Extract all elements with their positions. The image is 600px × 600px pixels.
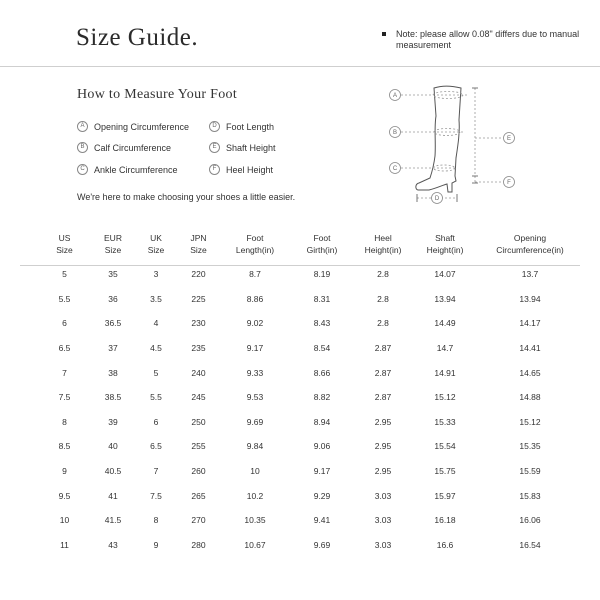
table-cell: 39 xyxy=(108,416,118,427)
column-header: Foot Length(in) xyxy=(235,233,275,255)
table-cell: 16.54 xyxy=(519,539,541,550)
size-table xyxy=(38,226,582,557)
legend-item-opening xyxy=(77,121,189,132)
table-cell: 4.5 xyxy=(150,343,162,354)
table-cell: 3.5 xyxy=(150,293,162,304)
table-cell: 14.17 xyxy=(519,318,541,329)
marker-e-label: E xyxy=(506,136,512,143)
marker-b-label: B xyxy=(392,130,398,137)
table-cell: 15.83 xyxy=(519,490,541,501)
legend-item-calf xyxy=(77,142,171,153)
column-header: UK Size xyxy=(147,233,165,255)
legend-label: Ankle Circumference xyxy=(94,164,178,175)
table-cell: 16.06 xyxy=(519,515,541,526)
table-cell: 6 xyxy=(153,416,159,427)
table-cell: 13.94 xyxy=(434,293,456,304)
table-cell: 7 xyxy=(62,367,67,378)
table-cell: 15.59 xyxy=(519,466,541,477)
table-row xyxy=(38,533,582,558)
legend-label: Foot Length xyxy=(226,121,275,132)
table-cell: 10.67 xyxy=(244,539,266,550)
table-cell: 7.5 xyxy=(58,392,71,403)
marker-d-label: D xyxy=(434,196,440,203)
table-cell: 10.35 xyxy=(244,515,266,526)
legend-label: Calf Circumference xyxy=(94,142,172,153)
table-row xyxy=(38,360,582,385)
marker-f-label: F xyxy=(507,180,511,187)
letter-e-icon: E xyxy=(209,142,220,153)
legend-label: Shaft Height xyxy=(226,142,276,153)
table-cell: 9 xyxy=(62,466,67,477)
table-cell: 38 xyxy=(108,367,118,378)
ankle-ring xyxy=(433,165,455,171)
table-cell: 14.65 xyxy=(519,367,541,378)
table-cell: 5 xyxy=(153,367,159,378)
table-cell: 2.87 xyxy=(374,367,392,378)
table-cell: 270 xyxy=(191,515,206,526)
letter-a-icon: A xyxy=(77,121,88,132)
table-cell: 36 xyxy=(108,293,118,304)
column-header: Opening Circumference(in) xyxy=(496,233,564,255)
table-cell: 6.5 xyxy=(58,343,71,354)
table-cell: 9.29 xyxy=(313,490,331,501)
letter-c-icon: C xyxy=(77,164,88,175)
table-cell: 8.94 xyxy=(313,416,331,427)
page-title: Size Guide. xyxy=(76,24,199,51)
table-cell: 225 xyxy=(191,293,206,304)
table-row xyxy=(38,287,582,312)
table-cell: 245 xyxy=(191,392,206,403)
table-cell: 16.18 xyxy=(434,515,456,526)
letter-f-icon: F xyxy=(209,164,220,175)
column-header: Heel Height(in) xyxy=(364,233,402,255)
note-text: Note: please allow 0.08" differs due to manual measurement xyxy=(396,29,580,50)
table-cell: 8.54 xyxy=(313,343,331,354)
column-header: JPN Size xyxy=(190,233,207,255)
table-cell: 280 xyxy=(191,539,206,550)
table-cell: 6 xyxy=(62,318,67,329)
table-cell: 14.7 xyxy=(436,343,454,354)
table-cell: 8.86 xyxy=(246,293,264,304)
table-cell: 2.8 xyxy=(377,269,389,280)
table-row xyxy=(38,385,582,410)
table-cell: 14.41 xyxy=(519,343,541,354)
table-cell: 15.54 xyxy=(434,441,456,452)
table-cell: 2.87 xyxy=(374,343,392,354)
table-cell: 9.5 xyxy=(58,490,71,501)
column-header: Foot Girth(in) xyxy=(306,233,338,255)
table-cell: 6.5 xyxy=(150,441,162,452)
letter-d-icon: D xyxy=(209,121,220,132)
table-cell: 8.19 xyxy=(313,269,331,280)
table-row xyxy=(38,410,582,435)
table-cell: 260 xyxy=(191,466,206,477)
legend-item-heel-height xyxy=(209,164,273,175)
table-cell: 14.49 xyxy=(434,318,456,329)
table-cell: 3.03 xyxy=(374,539,392,550)
table-cell: 250 xyxy=(191,416,206,427)
table-cell: 8 xyxy=(153,515,159,526)
table-cell: 235 xyxy=(191,343,206,354)
table-cell: 8 xyxy=(62,416,67,427)
letter-b-icon: B xyxy=(77,142,88,153)
table-cell: 14.91 xyxy=(434,367,456,378)
table-cell: 14.07 xyxy=(434,269,456,280)
table-cell: 15.97 xyxy=(434,490,456,501)
measure-title: How to Measure Your Foot xyxy=(77,87,238,102)
boot-diagram xyxy=(385,80,525,210)
table-cell: 36.5 xyxy=(104,318,122,329)
table-cell: 9.69 xyxy=(246,416,264,427)
table-cell: 3.03 xyxy=(374,515,392,526)
table-cell: 5 xyxy=(62,269,67,280)
legend-item-foot-length xyxy=(209,121,274,132)
tagline: We're here to make choosing your shoes a little easier. xyxy=(77,192,296,202)
table-cell: 38.5 xyxy=(104,392,122,403)
table-cell: 5.5 xyxy=(150,392,162,403)
table-cell: 13.7 xyxy=(521,269,539,280)
table-cell: 9.84 xyxy=(246,441,264,452)
header-divider xyxy=(0,66,600,67)
table-cell: 2.95 xyxy=(374,466,392,477)
table-cell: 3.03 xyxy=(374,490,392,501)
table-cell: 8.43 xyxy=(313,318,331,329)
table-cell: 8.66 xyxy=(313,367,331,378)
table-cell: 8.82 xyxy=(313,392,331,403)
bullet-icon xyxy=(382,32,386,36)
table-cell: 8.5 xyxy=(58,441,71,452)
table-cell: 35 xyxy=(108,269,118,280)
marker-a-label: A xyxy=(392,93,398,100)
table-cell: 230 xyxy=(191,318,206,329)
legend-label: Opening Circumference xyxy=(94,121,190,132)
table-cell: 9.02 xyxy=(246,318,264,329)
table-cell: 9.53 xyxy=(246,392,264,403)
table-row xyxy=(38,434,582,459)
column-header: EUR Size xyxy=(104,233,122,255)
table-cell: 15.12 xyxy=(519,416,541,427)
table-cell: 2.95 xyxy=(374,441,392,452)
legend-item-shaft-height xyxy=(209,142,276,153)
table-cell: 3 xyxy=(153,269,159,280)
table-cell: 41 xyxy=(108,490,118,501)
table-cell: 7.5 xyxy=(150,490,162,501)
table-cell: 10 xyxy=(59,515,70,526)
legend-item-ankle xyxy=(77,164,178,175)
table-cell: 15.33 xyxy=(434,416,456,427)
table-row xyxy=(38,459,582,484)
table-header-row xyxy=(38,226,582,262)
table-cell: 9 xyxy=(153,539,159,550)
table-cell: 40.5 xyxy=(104,466,122,477)
table-cell: 10 xyxy=(250,466,260,477)
table-cell: 13.94 xyxy=(519,293,541,304)
table-cell: 9.33 xyxy=(246,367,264,378)
table-cell: 240 xyxy=(191,367,206,378)
table-header-divider xyxy=(20,265,580,266)
table-cell: 8.31 xyxy=(313,293,331,304)
table-cell: 9.17 xyxy=(246,343,264,354)
table-cell: 43 xyxy=(108,539,118,550)
table-cell: 37 xyxy=(108,343,118,354)
table-cell: 15.12 xyxy=(434,392,456,403)
table-cell: 9.41 xyxy=(313,515,331,526)
boot-outline-icon xyxy=(416,86,461,192)
table-cell: 2.95 xyxy=(374,416,392,427)
column-header: US Size xyxy=(56,233,73,255)
table-row xyxy=(38,508,582,533)
table-cell: 255 xyxy=(191,441,206,452)
table-cell: 9.06 xyxy=(313,441,331,452)
table-cell: 40 xyxy=(108,441,118,452)
table-cell: 41.5 xyxy=(104,515,122,526)
table-cell: 220 xyxy=(191,269,206,280)
table-cell: 10.2 xyxy=(246,490,264,501)
table-cell: 11 xyxy=(60,539,69,550)
table-cell: 9.17 xyxy=(313,466,331,477)
table-cell: 4 xyxy=(153,318,159,329)
table-cell: 2.8 xyxy=(377,318,389,329)
table-row xyxy=(38,483,582,508)
table-cell: 265 xyxy=(191,490,206,501)
table-cell: 15.35 xyxy=(519,441,541,452)
marker-c-label: C xyxy=(392,166,398,173)
table-cell: 2.87 xyxy=(374,392,392,403)
table-row xyxy=(38,336,582,361)
table-cell: 16.6 xyxy=(436,539,454,550)
table-cell: 15.75 xyxy=(434,466,456,477)
table-cell: 9.69 xyxy=(313,539,331,550)
table-cell: 14.88 xyxy=(519,392,541,403)
table-cell: 5.5 xyxy=(58,293,71,304)
table-cell: 2.8 xyxy=(377,293,389,304)
table-cell: 7 xyxy=(153,466,159,477)
table-cell: 8.7 xyxy=(249,269,261,280)
column-header: Shaft Height(in) xyxy=(426,233,464,255)
legend-label: Heel Height xyxy=(226,164,274,175)
table-row xyxy=(38,311,582,336)
size-table-body xyxy=(38,262,582,557)
